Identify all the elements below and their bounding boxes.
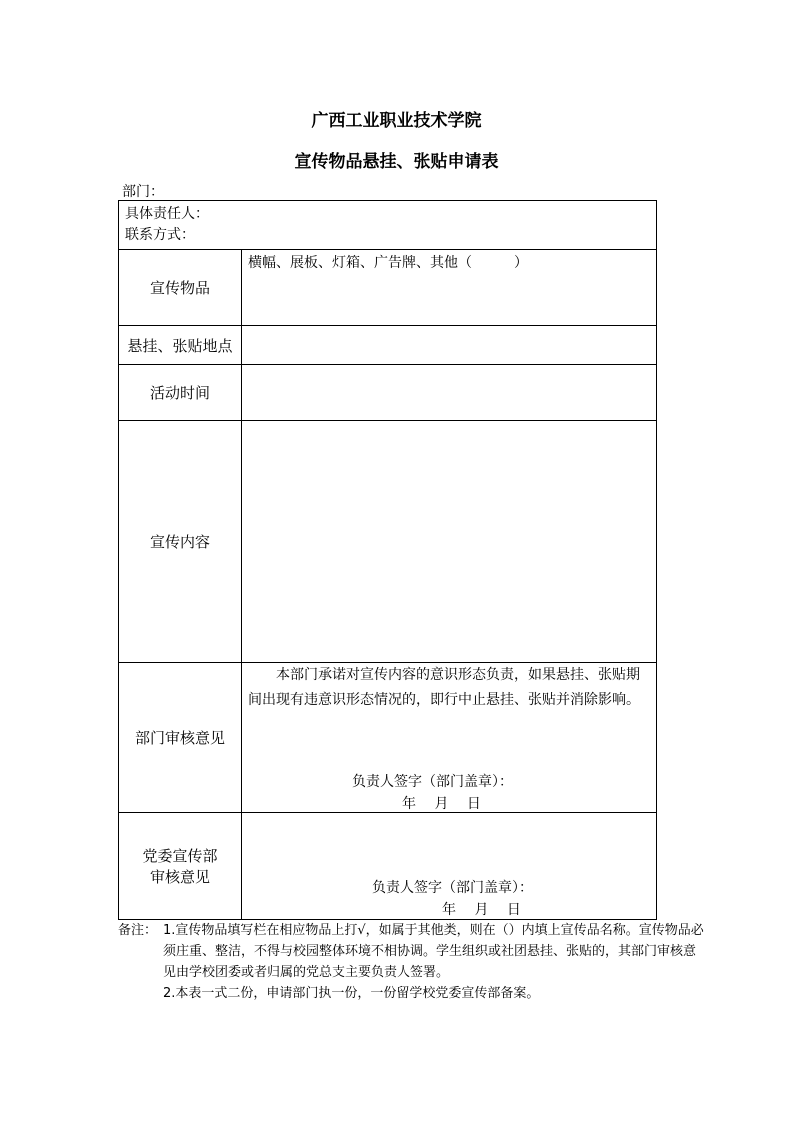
dept-review-cell[interactable] xyxy=(242,663,657,813)
dept-signature-label: 负责人签字（部门盖章）： xyxy=(352,774,513,790)
school-name: 广西工业职业技术学院 xyxy=(311,111,482,131)
responsible-label: 具体责任人： xyxy=(125,206,209,222)
items-options-cell[interactable] xyxy=(242,250,657,326)
time-label: 活动时间 xyxy=(119,365,242,421)
notes-section xyxy=(118,920,708,1004)
party-signature-label: 负责人签字（部门盖章）： xyxy=(372,880,533,896)
party-review-label-line2: 审核意见 xyxy=(149,868,210,886)
dept-date-label: 年 月 日 xyxy=(402,796,481,812)
items-options: 横幅、展板、灯箱、广告牌、其他（ ） xyxy=(248,255,528,271)
contact-label: 联系方式： xyxy=(125,227,195,243)
time-input-cell[interactable] xyxy=(242,365,657,421)
notes-label: 备注： xyxy=(118,923,158,938)
items-label: 宣传物品 xyxy=(119,250,242,326)
dept-review-label: 部门审核意见 xyxy=(119,663,242,813)
note-1: 1.宣传物品填写栏在相应物品上打√，如属于其他类，则在（）内填上宣传品名称。宣传物品必须庄重、整洁，不得与校园整体环境不相协调。学生组织或社团悬挂、张贴的，其部门审核意见由学校团委或者归属的党总支主要负责人签署。 xyxy=(163,923,704,980)
content-label: 宣传内容 xyxy=(119,421,242,663)
form-title: 宣传物品悬挂、张贴申请表 xyxy=(294,152,499,172)
party-review-cell[interactable] xyxy=(242,813,657,920)
application-form-table xyxy=(118,200,657,920)
dept-commitment-text: 本部门承诺对宣传内容的意识形态负责，如果悬挂、张贴期间出现有违意识形态情况的，即行中止悬挂、张贴并消除影响。 xyxy=(248,667,640,708)
location-input-cell[interactable] xyxy=(242,326,657,365)
party-review-label-line1: 党委宣传部 xyxy=(142,847,218,865)
responsible-cell[interactable] xyxy=(119,201,657,250)
party-date-label: 年 月 日 xyxy=(442,902,521,918)
note-2: 2.本表一式二份，申请部门执一份，一份留学校党委宣传部备案。 xyxy=(163,986,540,1001)
content-input-cell[interactable] xyxy=(242,421,657,663)
location-label: 悬挂、张贴地点 xyxy=(119,326,242,365)
dept-label: 部门： xyxy=(122,184,164,200)
party-review-label xyxy=(119,813,242,920)
